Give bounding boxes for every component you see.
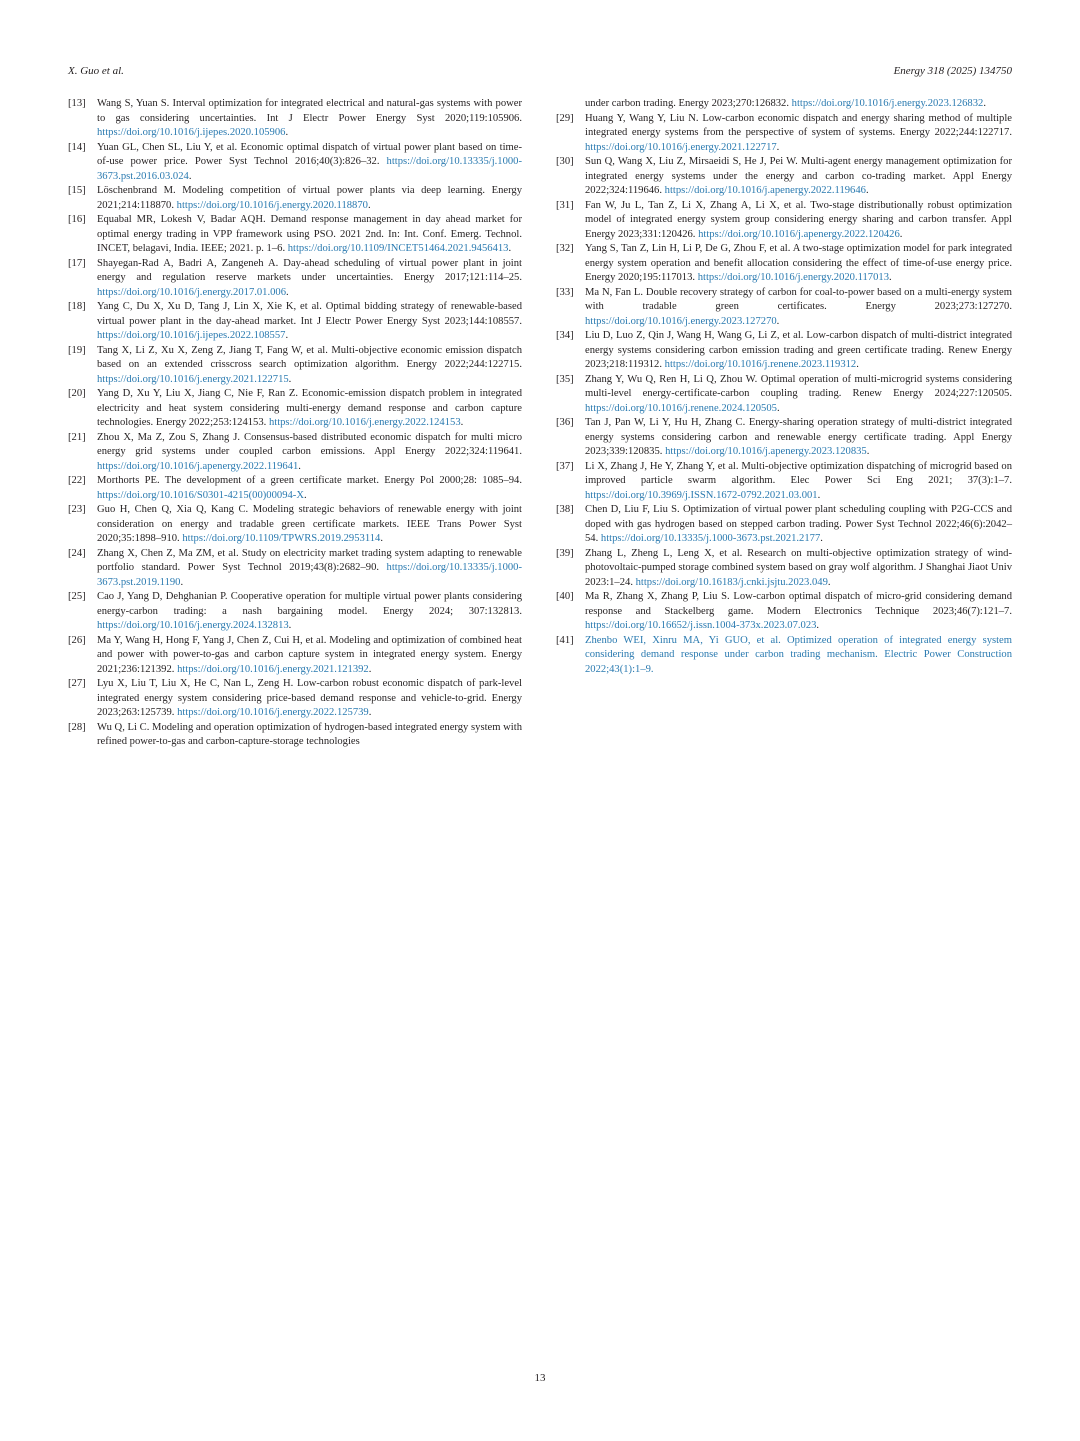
reference-end: . (288, 373, 292, 385)
reference-body (585, 416, 1012, 460)
reference-number: [24] (68, 547, 86, 559)
doi-link[interactable]: https://doi.org/10.1016/j.apenergy.2022.119646 (664, 185, 866, 196)
reference-entry (68, 547, 522, 591)
reference-body (585, 503, 1012, 547)
reference-body (97, 474, 522, 503)
reference-body (585, 373, 1012, 417)
doi-link[interactable]: https://doi.org/10.1016/j.energy.2022.124153 (268, 417, 461, 428)
reference-text: Fan W, Ju L, Tan Z, Li X, Zhang A, Li X, et al. Two-stage distributionally robust optimization model of integrated energy system group considering energy sharing and carbon transfer. Appl Energy 2023;331:120426. (585, 199, 1012, 240)
reference-entry (68, 431, 522, 475)
reference-entry (556, 634, 1012, 678)
doi-link[interactable]: https://doi.org/10.1016/j.energy.2023.126832 (791, 98, 984, 109)
reference-body (97, 677, 522, 721)
reference-entry (68, 634, 522, 678)
reference-text: Morthorts PE. The development of a green certificate market. Energy Pol 2000;28: 1085–94. (97, 475, 522, 486)
reference-text: Chen D, Liu F, Liu S. Optimization of virtual power plant scheduling coupling with P2G-CCS and doped with gas hydrogen based on stepped carbon trading. Power Syst Technol 2022;46(6):2042–54. (585, 504, 1012, 544)
reference-text: Wu Q, Li C. Modeling and operation optimization of hydrogen-based integrated energy system with refined power-to-gas and carbon-capture-storage technologies (97, 721, 522, 747)
reference-entry (556, 286, 1012, 330)
reference-number: [16] (68, 214, 86, 225)
reference-entry (68, 300, 522, 344)
reference-number: [14] (68, 141, 86, 153)
reference-entry (68, 721, 522, 750)
doi-link[interactable]: https://doi.org/10.16652/j.issn.1004-373x.2023.07.023 (585, 620, 817, 631)
reference-text: Zhou X, Ma Z, Zou S, Zhang J. Consensus-based distributed economic dispatch for multi micro energy grid systems under coupled carbon emissions. Appl Energy 2022;324:119641. (97, 431, 522, 457)
reference-end: . (368, 707, 372, 718)
reference-number: [15] (68, 185, 86, 196)
reference-entry (68, 141, 522, 185)
reference-text: Zhang X, Chen Z, Ma ZM, et al. Study on electricity market trading system adapting to renewable portfolio standard. Power Syst Technol 2019;43(8):2682–90. (97, 547, 522, 573)
reference-number: [30] (556, 156, 574, 167)
reference-text: Equabal MR, Lokesh V, Badar AQH. Demand response management in day ahead market for optimal energy trading in VPP framework using PSO. 2021 2nd. In: Int. Conf. Emerg. Technol. INCET, belagavi, India. IEEE; 2021. p. 1–6. (97, 214, 522, 254)
reference-number: [20] (68, 388, 86, 399)
reference-text: Guo H, Chen Q, Xia Q, Kang C. Modeling strategic behaviors of renewable energy with joint consideration on energy and tradable green certificate markets. IEEE Trans Power Syst 2020;35:1898–910. (97, 504, 522, 544)
reference-number: [29] (556, 112, 574, 124)
reference-body (585, 242, 1012, 286)
reference-entry (68, 387, 522, 431)
reference-end: . (889, 272, 892, 283)
reference-entry (556, 155, 1012, 199)
reference-text: Lyu X, Liu T, Liu X, He C, Nan L, Zeng H. Low-carbon robust economic dispatch of park-level integrated energy system considering price-based demand response and vehicle-to-grid. Energy 2023;263:125739. (97, 678, 522, 718)
doi-link[interactable]: https://doi.org/10.1016/j.apenergy.2022.120426 (698, 228, 900, 240)
reference-end: . (298, 460, 301, 472)
reference-end: . (285, 330, 289, 341)
reference-end: . (817, 489, 821, 501)
reference-link-text[interactable]: Zhenbo WEI, Xinru MA, Yi GUO, et al. Optimized operation of integrated energy system considering demand response under carbon trading mechanism. Electric Power Construction 2022;43(1):1–9. (585, 634, 1012, 675)
reference-number: [25] (68, 591, 86, 602)
doi-link[interactable]: https://doi.org/10.1016/j.energy.2020.117013 (697, 272, 889, 283)
reference-number: [28] (68, 721, 86, 733)
reference-entry (556, 416, 1012, 460)
reference-body (97, 257, 522, 301)
reference-number: [21] (68, 431, 86, 443)
reference-body (585, 329, 1012, 373)
doi-link[interactable]: https://doi.org/10.1016/j.renene.2024.120505 (585, 402, 777, 414)
reference-body (585, 97, 1012, 112)
doi-link[interactable]: https://doi.org/10.1016/j.ijepes.2022.108557 (97, 330, 286, 341)
doi-link[interactable]: https://doi.org/10.13335/j.1000-3673.pst.2019.1190 (97, 562, 522, 588)
doi-link[interactable]: https://doi.org/10.1109/INCET51464.2021.9456413 (287, 243, 509, 254)
reference-number: [13] (68, 98, 86, 109)
reference-entry (68, 474, 522, 503)
reference-entry (556, 547, 1012, 591)
reference-number: [31] (556, 199, 574, 211)
doi-link[interactable]: https://doi.org/10.3969/j.ISSN.1672-0792.2021.03.001 (585, 489, 818, 501)
reference-number: [37] (556, 460, 574, 472)
reference-number: [41] (556, 634, 574, 646)
reference-number: [36] (556, 417, 574, 428)
reference-body (97, 503, 522, 547)
reference-end: . (303, 489, 307, 501)
reference-text: Zhang L, Zheng L, Leng X, et al. Research on multi-objective optimization strategy of wind-photovoltaic-pumped storage combined system based on gray wolf algorithm. J Shanghai Jiaot Univ 2023:1–24. (585, 547, 1012, 588)
reference-entry (556, 373, 1012, 417)
reference-number: [23] (68, 504, 86, 515)
doi-link[interactable]: https://doi.org/10.1016/j.energy.2020.118870 (176, 199, 368, 211)
reference-end: . (816, 620, 820, 631)
reference-body (585, 460, 1012, 504)
reference-body (97, 547, 522, 591)
reference-body (97, 590, 522, 634)
reference-end: . (827, 576, 831, 588)
doi-link[interactable]: https://doi.org/10.1016/j.energy.2021.121392 (177, 663, 369, 675)
reference-body (97, 431, 522, 475)
doi-link[interactable]: https://doi.org/10.13335/j.1000-3673.pst.2016.03.024 (97, 156, 522, 182)
reference-text: Zhang Y, Wu Q, Ren H, Li Q, Zhou W. Optimal operation of multi-microgrid systems considering multi-level energy-certificate-carbon coupling trading. Renew Energy 2024;227:120505. (585, 373, 1012, 399)
reference-text: Yuan GL, Chen SL, Liu Y, et al. Economic optimal dispatch of virtual power plant based on time-of-use power price. Power Syst Technol 2016;40(3):826–32. (97, 141, 522, 167)
reference-body (97, 141, 522, 185)
reference-entry (556, 590, 1012, 634)
reference-end: . (460, 417, 464, 428)
reference-number: [17] (68, 257, 86, 269)
doi-link[interactable]: https://doi.org/10.1016/j.renene.2023.119312 (664, 359, 857, 370)
reference-body (97, 184, 522, 213)
reference-entry (68, 590, 522, 634)
reference-number: [34] (556, 330, 574, 341)
reference-text: Ma R, Zhang X, Zhang P, Liu S. Low-carbon optimal dispatch of micro-grid considering demand response and Stackelberg game. Modern Electronics Technique 2023;46(7):121–7. (585, 591, 1012, 617)
reference-end: . (856, 359, 859, 370)
reference-text: Huang Y, Wang Y, Liu N. Low-carbon economic dispatch and energy sharing method of multiple integrated energy systems from the perspective of system of systems. Energy 2022;244:122717. (585, 112, 1012, 138)
reference-end: . (776, 402, 780, 414)
header-journal: Energy 318 (2025) 134750 (893, 65, 1012, 77)
reference-number: [27] (68, 678, 86, 689)
header-authors: X. Guo et al. (68, 65, 124, 77)
reference-number (556, 97, 585, 112)
reference-text: Li X, Zhang J, He Y, Zhang Y, et al. Multi-objective optimization dispatching of microgrid based on improved particle swarm algorithm. Elec Power Sci Eng 2021; 37(3):1–7. (585, 460, 1012, 486)
reference-number: [35] (556, 373, 574, 385)
doi-link[interactable]: https://doi.org/10.1016/j.energy.2021.122717 (585, 141, 777, 153)
reference-end: . (866, 446, 870, 457)
reference-body (97, 721, 522, 750)
reference-text: Yang D, Xu Y, Liu X, Jiang C, Nie F, Ran Z. Economic-emission dispatch problem in integrated electricity and heat system considering multi-energy demand response and carbon capture technologies. Energy 2022;253:124153. (97, 388, 522, 428)
reference-text: under carbon trading. Energy 2023;270:126832. (585, 98, 789, 109)
reference-end: . (180, 576, 184, 588)
page-number: 13 (534, 1372, 546, 1384)
reference-entry (556, 460, 1012, 504)
doi-link[interactable]: https://doi.org/10.1016/j.energy.2022.125739 (177, 707, 369, 718)
reference-entry (556, 242, 1012, 286)
reference-end: . (285, 127, 289, 138)
reference-end: . (508, 243, 512, 254)
reference-end: . (776, 315, 780, 327)
reference-body (585, 286, 1012, 330)
running-header (68, 64, 1012, 78)
reference-end: . (367, 199, 371, 211)
reference-entry (556, 97, 1012, 112)
reference-end: . (368, 663, 372, 675)
reference-text: Cao J, Yang D, Dehghanian P. Cooperative operation for multiple virtual power plants considering energy-carbon trading: a nash bargaining model. Energy 2024; 307:132813. (97, 591, 522, 617)
reference-end: . (865, 185, 869, 196)
reference-text: Sun Q, Wang X, Liu Z, Mirsaeidi S, He J, Pei W. Multi-agent energy management optimization for integrated energy systems under the energy and carbon co-trading market. Appl Energy 2022;324:119646. (585, 156, 1012, 196)
reference-entry (68, 184, 522, 213)
reference-text: Löschenbrand M. Modeling competition of virtual power plants via deep learning. Energy 2021;214:118870. (97, 185, 522, 211)
reference-number: [26] (68, 634, 86, 646)
doi-link[interactable]: https://doi.org/10.13335/j.1000-3673.pst.2021.2177 (600, 533, 821, 544)
reference-number: [33] (556, 286, 574, 298)
reference-entry (556, 199, 1012, 243)
reference-entry (68, 97, 522, 141)
reference-end: . (380, 533, 383, 544)
doi-link[interactable]: https://doi.org/10.1109/TPWRS.2019.2953114 (182, 533, 381, 544)
reference-text: Liu D, Luo Z, Qin J, Wang H, Wang G, Li Z, et al. Low-carbon dispatch of multi-district integrated energy systems considering carbon emission trading and green certificate trading. Renew Energy 2023;218:119312. (585, 330, 1012, 370)
reference-number: [19] (68, 344, 86, 356)
reference-text: Ma Y, Wang H, Hong F, Yang J, Chen Z, Cui H, et al. Modeling and optimization of combined heat and power with power-to-gas and carbon capture system in integrated energy system. Energy 2021;236:121392. (97, 634, 522, 675)
reference-end: . (776, 141, 780, 153)
doi-link[interactable]: https://doi.org/10.1016/j.energy.2024.132813 (97, 620, 289, 631)
reference-entry (556, 329, 1012, 373)
reference-text: Shayegan-Rad A, Badri A, Zangeneh A. Day-ahead scheduling of virtual power plant in joint energy and regulation reserve markets under uncertainties. Energy 2017;121:114–25. (97, 257, 522, 283)
doi-link[interactable]: https://doi.org/10.1016/j.apenergy.2022.119641 (97, 460, 299, 472)
reference-body (97, 344, 522, 388)
reference-text: Ma N, Fan L. Double recovery strategy of carbon for coal-to-power based on a multi-energy system with tradable green certificates. Energy 2023;273:127270. (585, 286, 1012, 312)
reference-entry (68, 503, 522, 547)
reference-body (585, 590, 1012, 634)
reference-body (585, 155, 1012, 199)
reference-body (97, 300, 522, 344)
doi-link[interactable]: https://doi.org/10.16183/j.cnki.jsjtu.2023.049 (635, 576, 828, 588)
reference-body (585, 199, 1012, 243)
reference-text: Tang X, Li Z, Xu X, Zeng Z, Jiang T, Fang W, et al. Multi-objective economic emission dispatch based on an extended crisscross search optimization algorithm. Energy 2022;244:122715. (97, 344, 522, 370)
reference-entry (68, 213, 522, 257)
doi-link[interactable]: https://doi.org/10.1016/j.apenergy.2023.120835 (665, 446, 867, 457)
reference-text: Tan J, Pan W, Li Y, Hu H, Zhang C. Energy-sharing operation strategy of multi-district integrated energy systems considering carbon and renewable energy certificate trading. Appl Energy 2023;339:120835. (585, 417, 1012, 457)
reference-entry (68, 677, 522, 721)
reference-number: [40] (556, 591, 574, 602)
reference-end: . (288, 620, 292, 631)
reference-column-right (556, 97, 1012, 677)
reference-end: . (983, 98, 986, 109)
reference-body (585, 112, 1012, 156)
reference-entry (68, 344, 522, 388)
reference-entry (556, 503, 1012, 547)
reference-end: . (286, 286, 289, 298)
reference-body (97, 387, 522, 431)
reference-body (97, 213, 522, 257)
reference-body (585, 547, 1012, 591)
reference-body (97, 634, 522, 678)
reference-number: [18] (68, 301, 86, 312)
reference-number: [38] (556, 504, 574, 515)
doi-link[interactable]: https://doi.org/10.1016/j.ijepes.2020.105906 (97, 127, 286, 138)
reference-number: [32] (556, 243, 574, 254)
reference-text: Yang S, Tan Z, Lin H, Li P, De G, Zhou F, et al. A two-stage optimization model for park integrated energy system operation and benefit allocation considering the effect of time-of-use energy price. Energy 2020;195:117013. (585, 243, 1012, 283)
doi-link[interactable]: https://doi.org/10.1016/j.energy.2021.122715 (97, 373, 289, 385)
reference-text: Wang S, Yuan S. Interval optimization for integrated electrical and natural-gas systems with power to gas considering uncertainties. Int J Electr Power Energy Syst 2020;119:105906. (97, 98, 522, 124)
reference-entry (68, 257, 522, 301)
doi-link[interactable]: https://doi.org/10.1016/S0301-4215(00)00094-X (97, 489, 304, 501)
reference-column-left (68, 97, 522, 750)
reference-end: . (820, 533, 823, 544)
reference-text: Yang C, Du X, Xu D, Tang J, Lin X, Xie K, et al. Optimal bidding strategy of renewable-based virtual power plant in the day-ahead market. Int J Electr Power Energy Syst 2023;144:108557. (97, 301, 522, 327)
reference-body (97, 97, 522, 141)
reference-end: . (188, 170, 192, 182)
reference-end: . (899, 228, 903, 240)
doi-link[interactable]: https://doi.org/10.1016/j.energy.2017.01.006 (97, 286, 287, 298)
reference-number: [39] (556, 547, 574, 559)
reference-entry (556, 112, 1012, 156)
reference-number: [22] (68, 475, 86, 486)
doi-link[interactable]: https://doi.org/10.1016/j.energy.2023.127270 (585, 315, 777, 327)
reference-body (585, 634, 1012, 678)
